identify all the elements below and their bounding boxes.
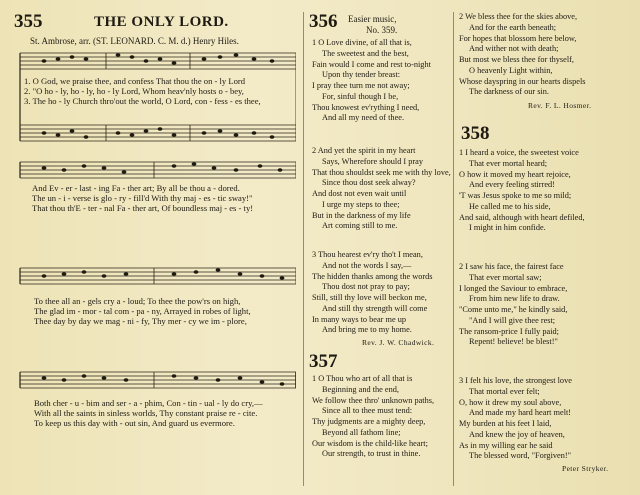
hymn-358-stanza-1: 1 I heard a voice, the sweetest voice That ever mortal heard; O how it moved my heart rejoice, And every feeling stirred! 'T was Jesus spoke to me so mild; He called me to his side, And said, although with heart defiled, I might in him confide. bbox=[459, 148, 585, 233]
hymn-357-stanza-2: 2 We bless thee for the skies above, And for the earth beneath; For hopes that blossom here below, And wither not with death; But most we bless thee for thyself, O heavenly Light within, Whose dayspring in our hearts dispels The darkness of our sin. bbox=[459, 12, 586, 97]
music-system-3 bbox=[14, 262, 296, 296]
column-divider bbox=[453, 12, 454, 486]
meter-note: Easier music, bbox=[348, 14, 397, 24]
tune-line: St. Ambrose, arr. (ST. LEONARD. C. M. d.) Henry Hiles. bbox=[30, 36, 239, 46]
hymn-number-355: 355 bbox=[14, 11, 43, 32]
hymn-357-author: Rev. F. L. Hosmer. bbox=[528, 101, 592, 110]
hymn-356-author: Rev. J. W. Chadwick. bbox=[362, 338, 435, 347]
hymn-357-stanza-1: 1 O Thou who art of all that is Beginning and the end, We follow thee thro' unknown paths, Since all to thee must tend: Thy judgments are a mighty deep, Beyond all fathom line; Our wisdom is the child-like heart; Our strength, to trust in thine. bbox=[312, 374, 435, 459]
hymn-number-357: 357 bbox=[309, 351, 338, 372]
tune-reference: No. 359. bbox=[366, 25, 398, 35]
hymn-356-stanza-1: 1 O Love divine, of all that is, The sweetest and the best, Fain would I come and rest to-night Upon thy tender breast: I pray thee turn me not away; For, sinful though I be, Thou knowest ev'rything I need, And all my need of thee. bbox=[312, 38, 431, 123]
lyrics-system-4: Both cher - u - bim and ser - a - phim, Con - tin - ual - ly do cry,— With all the saints in sinless worlds, Thy constant praise re - cite. To keep us this day with - out sin, And guard us evermore. bbox=[34, 398, 263, 428]
music-system-4 bbox=[14, 366, 296, 400]
lyrics-system-1: 1. O God, we praise thee, and confess That thou the on - ly Lord 2. "O ho - ly, ho - ly, ho - ly Lord, Whom heav'nly hosts o - bey, 3. The ho - ly Church thro'out the world, O Lord, con - fess - es thee, bbox=[24, 76, 261, 106]
hymn-358-author: Peter Stryker. bbox=[562, 464, 609, 473]
hymn-358-stanza-3: 3 I felt his love, the strongest love That mortal ever felt; O, how it drew my soul above, And made my hard heart melt! My burden at his feet I laid, And knew the joy of heaven, As in my willing ear he said The blessed word, "Forgiven!" bbox=[459, 376, 572, 461]
hymn-number-358: 358 bbox=[461, 123, 490, 144]
hymn-356-stanza-2: 2 And yet the spirit in my heart Says, Wherefore should I pray That thou shouldst seek me with thy love, Since thou dost seek alway? And dost not even wait until I urge my steps to thee; But in the darkness of my life Art coming still to me. bbox=[312, 146, 451, 231]
lyrics-system-2: And Ev - er - last - ing Fa - ther art; By all be thou a - dored. The un - i - verse is glo - ry - fill'd With thy maj - es - tic sway!" That thou th'E - ter - nal Fa - ther art, Of boundless maj - es - ty! bbox=[32, 183, 254, 213]
column-divider bbox=[303, 12, 304, 486]
music-system-1 bbox=[14, 47, 296, 165]
hymn-title: THE ONLY LORD. bbox=[94, 14, 229, 30]
lyrics-system-3: To thee all an - gels cry a - loud; To thee the pow'rs on high, The glad im - mor - tal com - pa - ny, Arrayed in robes of light, Thee day by day we mag - ni - fy, Thy mer - cy we im - plore, bbox=[34, 296, 251, 326]
hymn-number-356: 356 bbox=[309, 11, 338, 32]
hymn-358-stanza-2: 2 I saw his face, the fairest face That ever mortal saw; I longed the Saviour to embrace, From him new life to draw. "Come unto me," he kindly said, "And I will give thee rest; The ransom-price I fully paid; Repent! believe! be blest!" bbox=[459, 262, 568, 347]
hymn-356-stanza-3: 3 Thou hearest ev'ry tho't I mean, And not the words I say,— The hidden thanks among the words Thou dost not pray to pay; Still, still thy love will beckon me, And still thy strength will come In many ways to bear me up And bring me to my home. bbox=[312, 250, 433, 335]
